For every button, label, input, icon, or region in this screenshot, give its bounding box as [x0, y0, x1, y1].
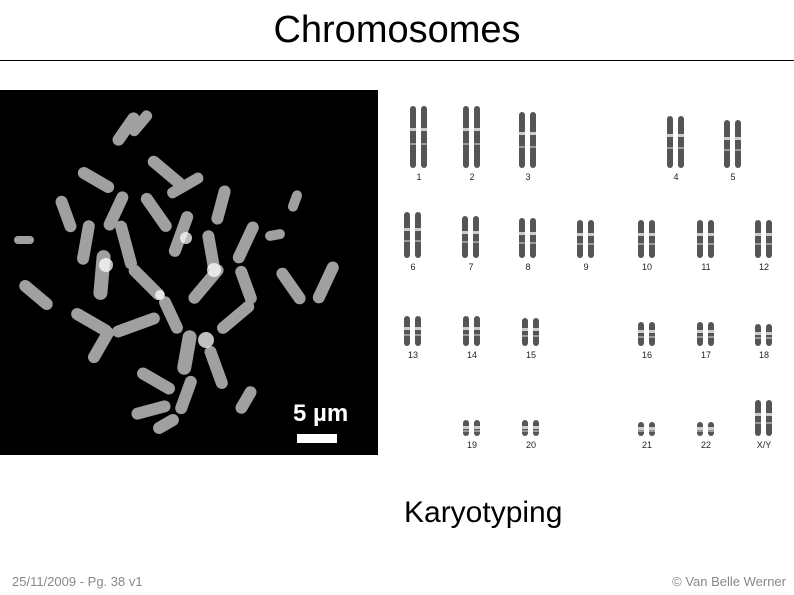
chromosome-label: 22: [700, 440, 711, 450]
chromosome-label: 6: [410, 262, 416, 272]
footer-date: 25/11/2009 - Pg. 38 v1: [12, 574, 143, 589]
caption: Karyotyping: [404, 496, 563, 529]
scale-bar-label: 5 µm: [293, 400, 349, 427]
chromosome-pair-4: [663, 116, 689, 168]
chromosome-pair-5: [720, 120, 746, 168]
slide-title: Chromosomes: [273, 9, 521, 51]
chromosome-label: 12: [758, 262, 769, 272]
chromosome-pair-2: [459, 106, 485, 168]
scale-bar: [297, 434, 337, 443]
chromosome-pair-6: [400, 212, 426, 258]
chromosome-label: 9: [583, 262, 589, 272]
chromosome-pair-7: [458, 216, 484, 258]
chromosome-pair-14: [459, 316, 485, 346]
chromosome-label: 8: [525, 262, 531, 272]
chromosome-label: 4: [673, 172, 679, 182]
chromosome-pair-18: [751, 324, 777, 346]
chromosome-label: 10: [641, 262, 652, 272]
chromosome-pair-16: [634, 322, 660, 346]
chromosome-label: 18: [758, 350, 769, 360]
chromosome-pair-X-Y: [751, 400, 777, 436]
chromosome-label: 17: [700, 350, 711, 360]
chromosome-pair-13: [400, 316, 426, 346]
footer-copyright: © Van Belle Werner: [672, 574, 786, 589]
karyotype-panel: [384, 90, 794, 455]
chromosome-pair-11: [693, 220, 719, 258]
chromosome-label: 1: [416, 172, 422, 182]
chromosome-pair-20: [518, 420, 544, 436]
chromosome-pair-10: [634, 220, 660, 258]
chromosome-pair-22: [693, 422, 719, 436]
chromosome-pair-1: [406, 106, 432, 168]
chromosome-label: 19: [466, 440, 477, 450]
chromosome-label: 13: [407, 350, 418, 360]
chromosome-pair-9: [573, 220, 599, 258]
metaphase-micrograph: [0, 90, 378, 455]
chromosome-label: 11: [701, 262, 711, 272]
chromosome-pair-3: [515, 112, 541, 168]
chromosome-label: 15: [525, 350, 536, 360]
chromosome-pair-19: [459, 420, 485, 436]
chromosome-label: 14: [466, 350, 477, 360]
chromosome-pair-12: [751, 220, 777, 258]
chromosome-label: X/Y: [756, 440, 772, 450]
chromosome-label: 20: [525, 440, 536, 450]
chromosome-label: 5: [730, 172, 736, 182]
title-divider: [0, 60, 794, 61]
chromosome-label: 2: [469, 172, 475, 182]
chromosome-pair-17: [693, 322, 719, 346]
chromosome-pair-21: [634, 422, 660, 436]
chromosome-label: 3: [525, 172, 531, 182]
chromosome-label: 7: [468, 262, 474, 272]
chromosome-label: 21: [641, 440, 652, 450]
chromosome-pair-15: [518, 318, 544, 346]
chromosome-label: 16: [641, 350, 652, 360]
chromosome-pair-8: [515, 218, 541, 258]
